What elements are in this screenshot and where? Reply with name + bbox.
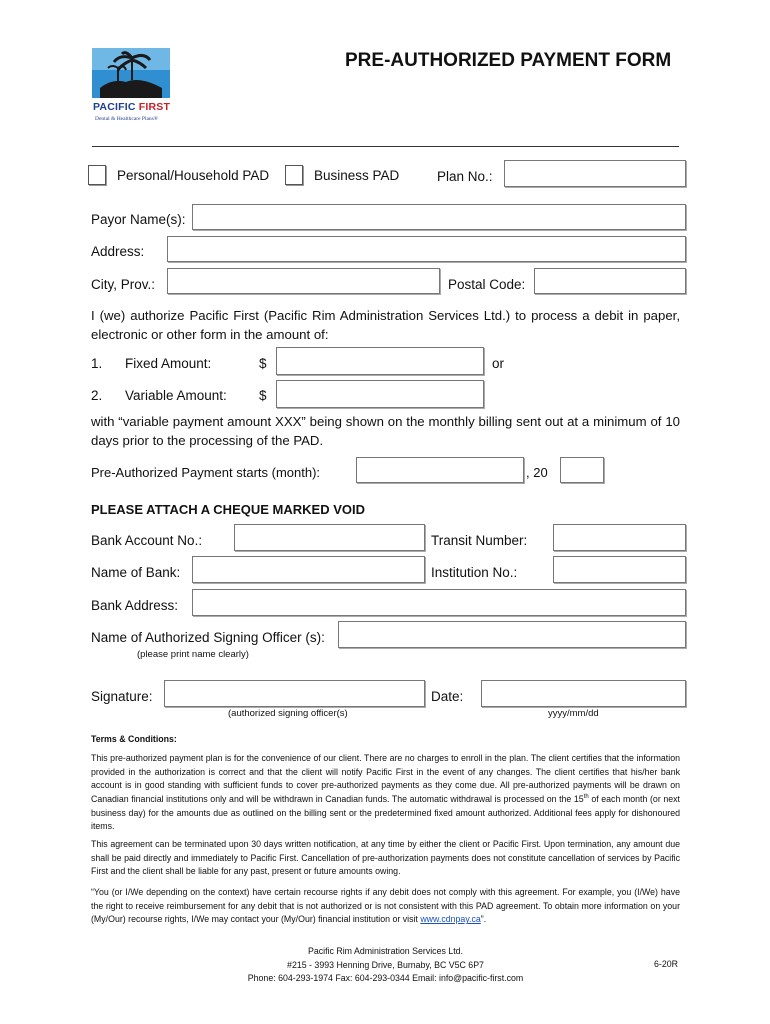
authorize-text: I (we) authorize Pacific First (Pacific Rim Administration Services Ltd.) to process a debit in paper, electronic or other form in the amount of: [91,308,680,342]
business-pad-checkbox[interactable] [285,165,303,185]
signing-officer-field[interactable] [338,621,686,648]
footer [91,945,680,986]
bank-account-label: Bank Account No.: [91,533,203,548]
bank-account-field[interactable] [234,524,425,551]
terms-p3-text-b: ”. [480,914,487,925]
fixed-amount-dollar: $ [259,356,267,371]
postal-code-field[interactable] [534,268,686,294]
date-format-note: yyyy/mm/dd [548,708,599,719]
signature-field[interactable] [164,680,425,707]
terms-p1-text-a: This pre-authorized payment plan is for the convenience of our client. There are no charges to enroll in the plan. The client certifies that the information provided in the authorization is correct and that the client will notify Pacific First in the event of any changes. The client certifies that his/her bank account is in good standing with sufficient funds to cover pre-authorized payments as they come due. All pre-authorized payments will be drawn on Canadian financial institutions only and will be withdrawn in Canadian funds. The automatic withdrawal is processed on the 15 [91,753,680,804]
start-year-field[interactable] [560,457,604,483]
terms-heading: Terms & Conditions: [91,734,177,744]
start-month-field[interactable] [356,457,524,483]
logo-island-icon [92,48,170,98]
variable-amount-label: Variable Amount: [125,388,227,403]
city-prov-label: City, Prov.: [91,277,156,292]
fixed-amount-number: 1. [91,356,103,371]
cdnpay-link[interactable]: www.cdnpay.ca [420,914,481,925]
postal-code-label: Postal Code: [448,277,526,292]
payor-name-label: Payor Name(s): [91,212,186,227]
signature-label: Signature: [91,689,153,704]
header-divider [92,146,679,147]
transit-number-field[interactable] [553,524,686,551]
print-clearly-note: (please print name clearly) [137,649,249,660]
city-prov-field[interactable] [167,268,440,294]
start-year-prefix: , 20 [526,465,548,480]
logo [92,48,172,128]
plan-no-label: Plan No.: [437,169,493,184]
institution-no-field[interactable] [553,556,686,583]
personal-pad-checkbox[interactable] [88,165,106,185]
terms-p3-text-a: “You (or I/We depending on the context) have certain recourse rights if any debit does not comply with this agreement. For example, you (I/We) have the right to receive reimbursement for any debit that is not authorized or is not consistent with this PAD agreement. To obtain more information on your (My/Our) recourse rights, I/We may contact your (My/Our) financial institution or visit [91,887,680,925]
variable-amount-dollar: $ [259,388,267,403]
footer-address: #215 - 3993 Henning Drive, Burnaby, BC V5C 6P7 [287,959,484,970]
transit-number-label: Transit Number: [431,533,528,548]
signature-note: (authorized signing officer(s) [228,708,348,719]
footer-contact: Phone: 604-293-1974 Fax: 604-293-0344 Email: info@pacific-first.com [247,973,524,983]
bank-address-field[interactable] [192,589,686,616]
logo-brand-first: FIRST [138,101,171,113]
bank-address-label: Bank Address: [91,598,179,613]
form-code: 6-20R [654,959,678,969]
payor-name-field[interactable] [192,204,686,230]
terms-paragraph-3 [91,886,680,927]
terms-paragraph-1 [91,752,680,834]
start-month-label: Pre-Authorized Payment starts (month): [91,465,321,480]
bank-name-field[interactable] [192,556,425,583]
date-label: Date: [431,689,464,704]
address-label: Address: [91,244,145,259]
date-field[interactable] [481,680,686,707]
logo-brand-pacific: PACIFIC [93,101,136,113]
variable-amount-text: with “variable payment amount XXX” being shown on the monthly billing sent out at a minimum of 10 days prior to the processing of the PAD. [91,414,680,448]
plan-no-field[interactable] [504,160,686,187]
footer-company: Pacific Rim Administration Services Ltd. [308,946,463,956]
terms-p1-text-b: of each month (or next business day) for the amounts due as outlined on the billing sent or the predetermined fixed amount authorized. Additional fees apply for dishonoured items. [91,793,680,832]
page-title: PRE-AUTHORIZED PAYMENT FORM [345,50,672,71]
institution-no-label: Institution No.: [431,565,518,580]
variable-amount-field[interactable] [276,380,484,408]
or-label: or [492,356,505,371]
terms-p1-superscript: th [583,793,589,800]
fixed-amount-field[interactable] [276,347,484,375]
address-field[interactable] [167,236,686,262]
bank-name-label: Name of Bank: [91,565,181,580]
cheque-heading: PLEASE ATTACH A CHEQUE MARKED VOID [91,502,365,517]
variable-amount-number: 2. [91,388,103,403]
terms-paragraph-2: This agreement can be terminated upon 30 days written notification, at any time by either the client or Pacific First. Upon termination, any amount due shall be paid directly and immediately to Pacific First. Cancellation of pre-authorization payments does not constitute cancellation of services by Pacific First and the client shall be liable for any past, present or future amounts owing. [91,839,680,877]
personal-pad-label: Personal/Household PAD [117,168,270,183]
fixed-amount-label: Fixed Amount: [125,356,212,371]
signing-officer-label: Name of Authorized Signing Officer (s): [91,630,325,645]
business-pad-label: Business PAD [314,168,400,183]
logo-tagline: Dental & Healthcare Plans® [95,116,158,122]
